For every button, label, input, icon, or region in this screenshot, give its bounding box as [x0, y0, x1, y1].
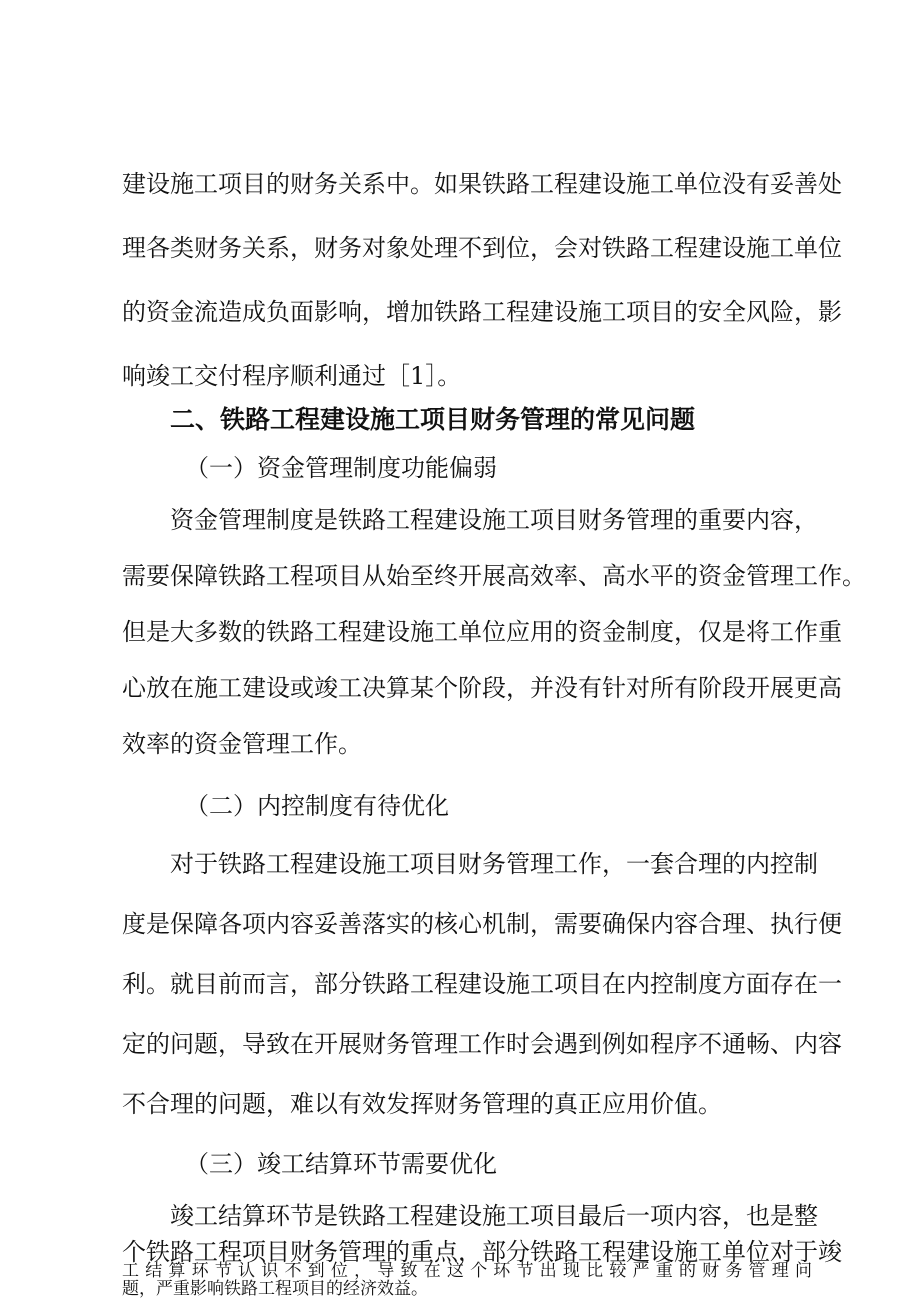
subsection-2-line-5: 不合理的问题，难以有效发挥财务管理的真正应用价值。 [122, 1090, 722, 1118]
intro-line-2: 理各类财务关系，财务对象处理不到位，会对铁路工程建设施工单位 [122, 234, 842, 262]
subsection-1-line-1: 资金管理制度是铁路工程建设施工项目财务管理的重要内容， [170, 506, 818, 534]
subsection-title-1: （一）资金管理制度功能偏弱 [185, 454, 497, 482]
subsection-1-line-5: 效率的资金管理工作。 [122, 730, 362, 758]
intro-line-1: 建设施工项目的财务关系中。如果铁路工程建设施工单位没有妥善处 [122, 170, 842, 198]
subsection-3-line-2: 个铁路工程项目财务管理的重点，部分铁路工程建设施工单位对于竣 [122, 1238, 842, 1266]
subsection-title-2: （二）内控制度有待优化 [185, 792, 449, 820]
subsection-2-line-3: 利。就目前而言，部分铁路工程建设施工项目在内控制度方面存在一 [122, 970, 842, 998]
intro-line-3: 的资金流造成负面影响，增加铁路工程建设施工项目的安全风险，影 [122, 298, 842, 326]
subsection-3-line-4: 题，严重影响铁路工程项目的经济效益。 [122, 1279, 428, 1299]
subsection-title-3: （三）竣工结算环节需要优化 [185, 1150, 497, 1178]
subsection-3-line-3: 工结算环节认识不到位，导致在这个环节出现比较严重的财务管理问 [122, 1261, 812, 1281]
subsection-2-line-2: 度是保障各项内容妥善落实的核心机制，需要确保内容合理、执行便 [122, 910, 842, 938]
subsection-1-line-3: 但是大多数的铁路工程建设施工单位应用的资金制度，仅是将工作重 [122, 618, 842, 646]
subsection-1-line-2: 需要保障铁路工程项目从始至终开展高效率、高水平的资金管理工作。 [122, 562, 866, 590]
intro-line-4: 响竣工交付程序顺利通过［1］。 [122, 362, 462, 390]
subsection-2-line-4: 定的问题，导致在开展财务管理工作时会遇到例如程序不通畅、内容 [122, 1030, 842, 1058]
subsection-2-line-1: 对于铁路工程建设施工项目财务管理工作，一套合理的内控制 [170, 850, 818, 878]
subsection-1-line-4: 心放在施工建设或竣工决算某个阶段，并没有针对所有阶段开展更高 [122, 674, 842, 702]
subsection-3-line-1: 竣工结算环节是铁路工程建设施工项目最后一项内容，也是整 [170, 1202, 818, 1230]
section-heading: 二、铁路工程建设施工项目财务管理的常见问题 [170, 405, 696, 434]
